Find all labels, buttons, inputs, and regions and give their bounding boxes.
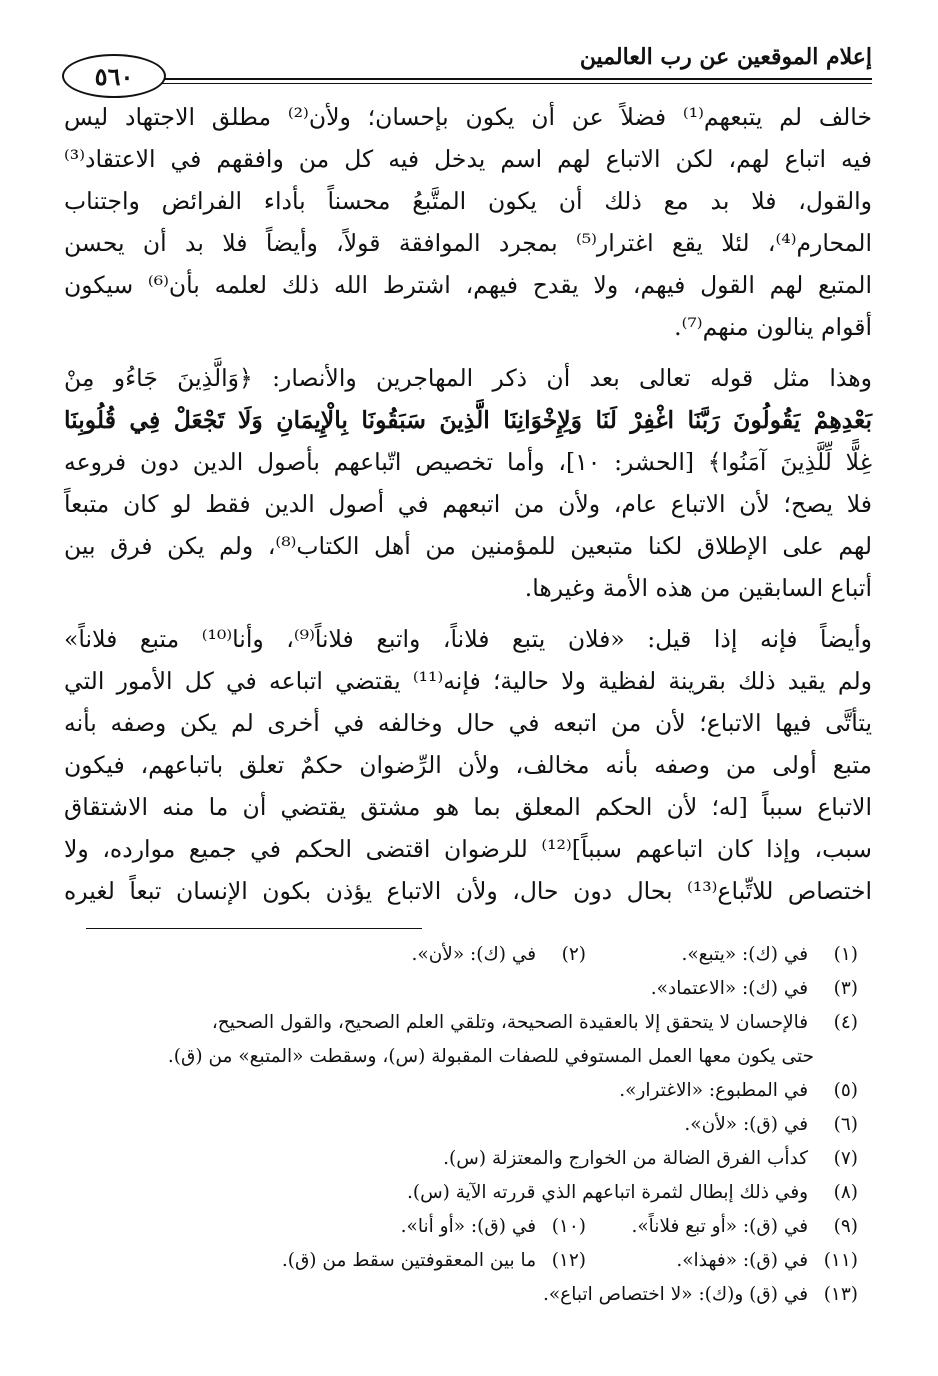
footnote-text: وفي ذلك إبطال لثمرة اتباعهم الذي قررته الآية (س).: [406, 1182, 809, 1203]
footnote-text: ما بين المعقوفتين سقط من (ق).: [281, 1250, 537, 1271]
text-line: المحارم⁽⁴⁾، لئلا يقع اغترار⁽⁵⁾ بمجرد الموافقة قولاً، وأيضاً فلا بد أن يحسن: [64, 229, 872, 257]
footnote-number: (١): [833, 944, 858, 965]
footnote-inline: [282, 1244, 586, 1278]
footnote-number: (١١): [823, 1250, 858, 1271]
text-line: الاتباع سبباً [له؛ لأن الحكم المعلق بما هو مشتق يقتضي أن ما منه الاشتقاق: [64, 793, 872, 821]
footnote-number: (٩): [833, 1216, 858, 1237]
text-line: فلا يصح؛ لأن الاتباع عام، ولأن من اتبعهم في أصول الدين فقط لو كان متبعاً: [64, 490, 872, 518]
footnote-separator: [86, 928, 422, 929]
footnote-number: (٧): [833, 1148, 858, 1169]
footnote-text: في (ك): «يتبع».: [681, 944, 809, 965]
page-number: ٥٦٠: [62, 54, 166, 98]
text-line: أتباع السابقين من هذه الأمة وغيرها.: [524, 574, 872, 602]
text-line: اختصاص للاتِّباع⁽¹³⁾ بحال دون حال، ولأن الاتباع يؤذن بكون الإنسان تبعاً لغيره: [64, 877, 872, 905]
text-line: وأيضاً فإنه إذا قيل: «فلان يتبع فلاناً، واتبع فلاناً⁽⁹⁾، وأنا⁽¹⁰⁾ متبع فلاناً»: [64, 625, 872, 653]
text-line: يتأتَّى فيها الاتباع؛ لأن من اتبعه في حال وخالفه في أخرى لم يكن وصفه بأنه: [64, 709, 872, 737]
footnote-continuation: حتى يكون معها العمل المستوفي للصفات المقبولة (س)، وسقطت «المتبع» من (ق).: [167, 1046, 814, 1067]
footnote-number: (٨): [833, 1182, 858, 1203]
footnote-text: في (ق) و(ك): «لا اختصاص اتباع».: [542, 1284, 809, 1305]
text-line: وهذا مثل قوله تعالى بعد أن ذكر المهاجرين والأنصار: ﴿وَالَّذِينَ جَاءُو مِنْ: [64, 364, 872, 392]
main-text: [64, 96, 872, 912]
footnote-number: (٦): [833, 1114, 858, 1135]
text-line: سبب، وإذا كان اتباعهم سبباً]⁽¹²⁾ للرضوان اقتضى الحكم في جميع موارده، ولا: [64, 835, 872, 863]
footnote: [78, 1006, 858, 1040]
footnote: [78, 1244, 858, 1278]
footnote-number: (٤): [833, 1012, 858, 1033]
text-line: لهم على الإطلاق لكنا متبعين للمؤمنين من أهل الكتاب⁽⁸⁾، ولم يكن فرق بين: [64, 532, 873, 560]
text-line: غِلًّا لِّلَّذِينَ آمَنُوا﴾ [الحشر: ١٠]، وأما تخصيص اتّباعهم بأصول الدين دون فروعه: [64, 448, 872, 476]
footnote-text: في (ق): «أو أنا».: [400, 1216, 537, 1237]
footnote-text: في المطبوع: «الاغترار».: [619, 1080, 809, 1101]
running-title: إعلام الموقعين عن رب العالمين: [579, 44, 872, 70]
footnote: [78, 1108, 858, 1142]
footnote-number: (١٠): [551, 1216, 586, 1237]
header-rule-thin: [162, 83, 872, 84]
footnote: [78, 1210, 858, 1244]
footnote-number: (١٢): [551, 1250, 586, 1271]
footnote-text: في (ق): «أو تبع فلاناً».: [631, 1216, 809, 1237]
footnote-text: فالإحسان لا يتحقق إلا بالعقيدة الصحيحة، وتلقي العلم الصحيح، والقول الصحيح،: [211, 1012, 809, 1033]
text-line: ولم يقيد ذلك بقرينة لفظية ولا حالية؛ فإنه⁽¹¹⁾ يقتضي اتباعه في كل الأمور التي: [64, 667, 872, 695]
text-line: أقوام ينالون منهم⁽⁷⁾.: [674, 313, 872, 341]
footnote-text: في (ك): «لأن».: [411, 944, 537, 965]
footnote-text: كدأب الفرق الضالة من الخوارج والمعتزلة (س).: [443, 1148, 809, 1169]
footnote-text: في (ق): «لأن».: [684, 1114, 809, 1135]
footnote-number: (٥): [833, 1080, 858, 1101]
footnotes: [78, 938, 858, 1312]
text-line: فيه اتباع لهم، لكن الاتباع لهم اسم يدخل فيه كل من وافقهم في الاعتقاد⁽³⁾: [64, 145, 872, 173]
footnote-number: (٢): [561, 944, 586, 965]
text-line: المتبع لهم القول فيهم، ولا يقدح فيهم، اشترط الله ذلك لعلمه بأن⁽⁶⁾ سيكون: [64, 271, 872, 299]
footnote: [78, 1142, 858, 1176]
footnote: [78, 1278, 858, 1312]
footnote-inline: [401, 1210, 586, 1244]
footnote: [78, 1176, 858, 1210]
footnote: [78, 972, 858, 1006]
footnote: [78, 938, 858, 972]
text-line: والقول، فلا بد مع ذلك أن يكون المتَّبعُ محسناً بأداء الفرائض واجتناب: [64, 187, 872, 215]
footnote-text: في (ك): «الاعتماد».: [650, 978, 809, 999]
footnote-number: (٣): [833, 978, 858, 999]
header-rule: [162, 78, 872, 80]
page-header: [62, 36, 872, 96]
footnote-number: (١٣): [823, 1284, 858, 1305]
text-line: متبع أولى من وصفه بأنه مخالف، ولأن الرِّضوان حكمٌ تعلق باتباعهم، فيكون: [64, 751, 872, 779]
text-line: خالف لم يتبعهم⁽¹⁾ فضلاً عن أن يكون بإحسان؛ ولأن⁽²⁾ مطلق الاجتهاد ليس: [64, 103, 872, 131]
footnote-inline: [412, 938, 587, 972]
footnote: [78, 1074, 858, 1108]
quran-verse-line: بَعْدِهِمْ يَقُولُونَ رَبَّنَا اغْفِرْ لَنَا وَلِإِخْوَانِنَا الَّذِينَ سَبَقُونَا بِالْإِيمَانِ وَلَا تَجْعَلْ فِي قُلُوبِنَا: [64, 406, 872, 434]
footnote-text: في (ق): «فهذا».: [676, 1250, 809, 1271]
